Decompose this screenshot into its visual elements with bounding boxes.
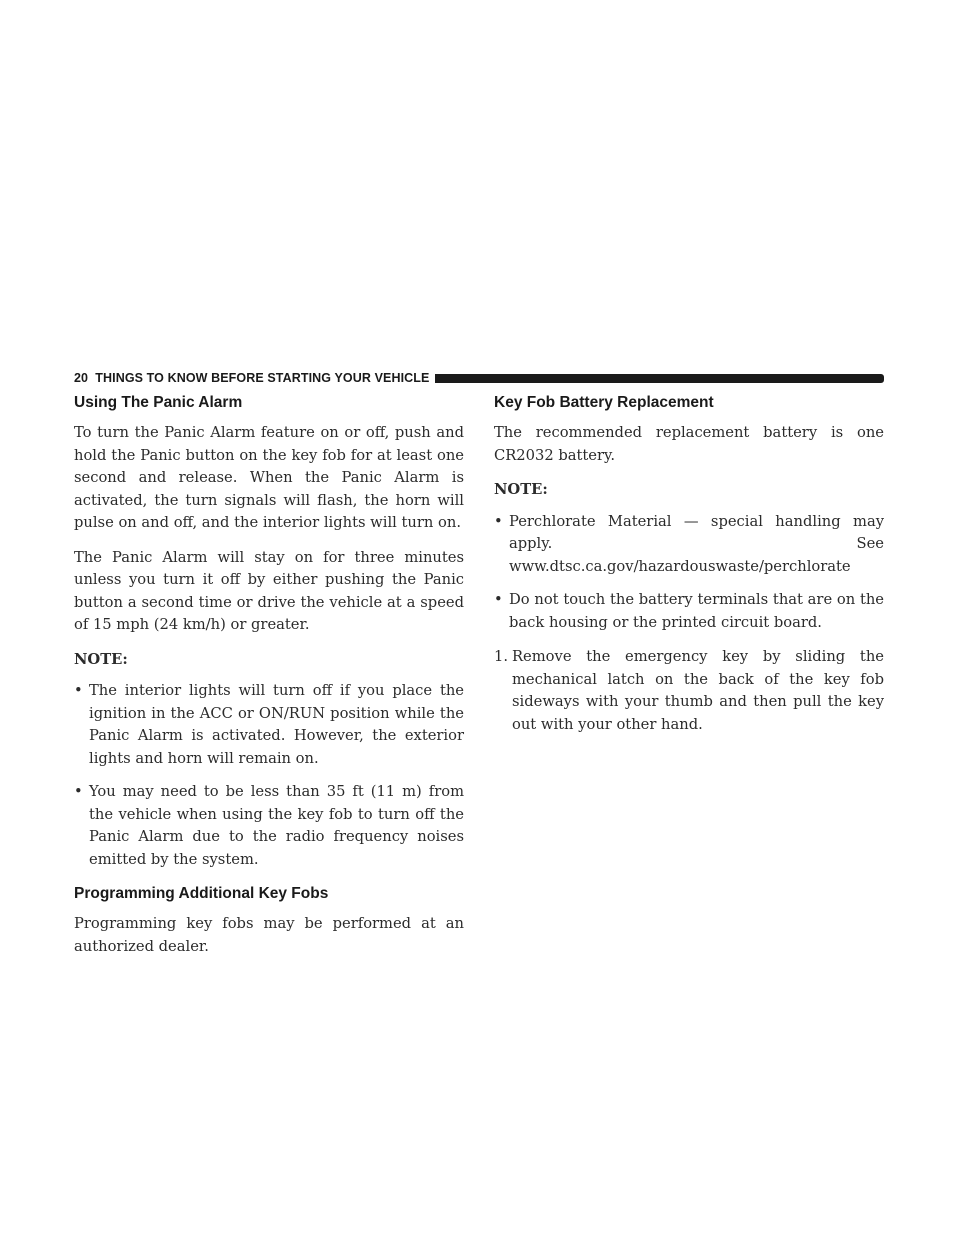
bullet-glyph: •	[74, 682, 83, 699]
list-item	[494, 589, 884, 634]
right-column	[494, 392, 884, 736]
paragraph-battery: The recommended replacement battery is one CR2032 battery.	[494, 424, 884, 464]
left-column	[74, 392, 464, 970]
note-label: NOTE:	[74, 650, 128, 668]
step-text: Remove the emergency key by sliding the mechanical latch on the back of the key fob sideways with your thumb and then pull the key out with your other hand.	[512, 648, 884, 733]
steps-list	[494, 646, 884, 736]
chapter-title: THINGS TO KNOW BEFORE STARTING YOUR VEHICLE	[95, 371, 430, 385]
paragraph-panic-intro: To turn the Panic Alarm feature on or off, push and hold the Panic button on the key fob for at least one second and release. When the Panic Alarm is activated, the turn signals will flash, the horn will pulse on and off, and the interior lights will turn on.	[74, 424, 464, 531]
heading-programming-fobs: Programming Additional Key Fobs	[74, 885, 329, 902]
list-item	[74, 781, 464, 871]
running-header	[74, 368, 884, 388]
list-item-text: Perchlorate Material — special handling may apply. See www.dtsc.ca.gov/hazardouswaste/perchlorate	[509, 512, 884, 575]
bullet-glyph: •	[74, 783, 83, 800]
heading-panic-alarm: Using The Panic Alarm	[74, 394, 243, 411]
step-item	[494, 646, 884, 736]
bullet-glyph: •	[494, 591, 503, 608]
header-rule	[435, 374, 884, 383]
note-list	[494, 511, 884, 635]
list-item-text: The interior lights will turn off if you place the ignition in the ACC or ON/RUN position while the Panic Alarm is activated. However, the exterior lights and horn will remain on.	[89, 682, 464, 767]
note-label: NOTE:	[494, 481, 548, 498]
heading-battery-replacement: Key Fob Battery Replacement	[494, 394, 714, 411]
paragraph-panic-duration: The Panic Alarm will stay on for three minutes unless you turn it off by either pushing the Panic button a second time or drive the vehicle at a speed of 15 mph (24 km/h) or greater.	[74, 548, 464, 633]
step-number: 1.	[494, 648, 509, 665]
list-item-text: Do not touch the battery terminals that are on the back housing or the printed circuit board.	[509, 591, 884, 631]
list-item	[494, 511, 884, 579]
bullet-glyph: •	[494, 512, 503, 530]
running-header-text	[74, 371, 429, 385]
note-list	[74, 680, 464, 871]
page-number: 20	[74, 371, 89, 385]
paragraph-programming: Programming key fobs may be performed at an authorized dealer.	[74, 915, 464, 955]
list-item	[74, 680, 464, 770]
list-item-text: You may need to be less than 35 ft (11 m) from the vehicle when using the key fob to turn off the Panic Alarm due to the radio frequency noises emitted by the system.	[89, 783, 464, 868]
